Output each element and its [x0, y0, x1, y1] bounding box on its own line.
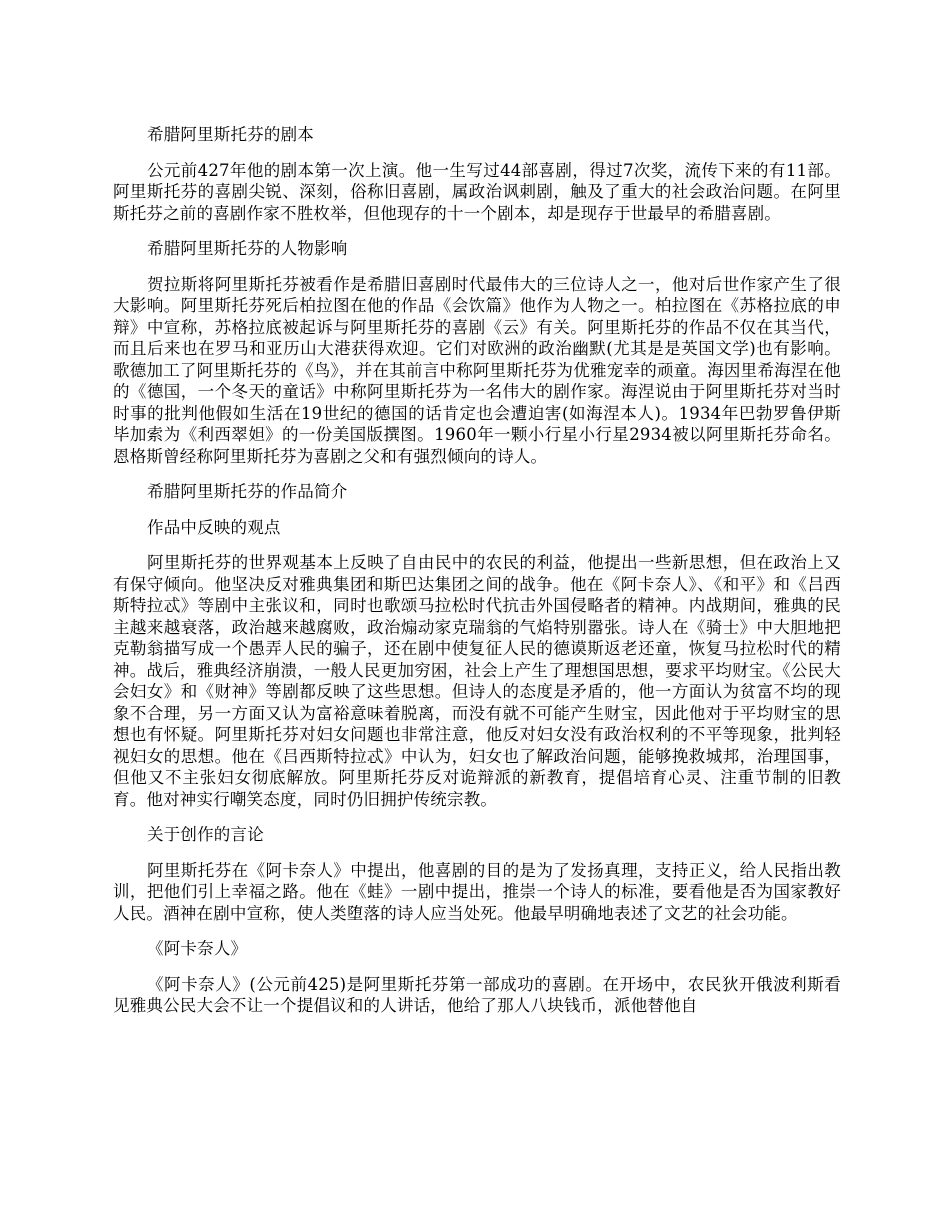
section-heading-influence: 希腊阿里斯托芬的人物影响 [147, 239, 348, 258]
section-heading-creative-remarks: 关于创作的言论 [147, 825, 264, 844]
section-heading-acharnians: 《阿卡奈人》 [147, 939, 248, 958]
paragraph-viewpoints: 阿里斯托芬的世界观基本上反映了自由民中的农民的利益，他提出一些新思想，但在政治上又有保守倾向。他坚决反对雅典集团和斯巴达集团之间的战争。他在《阿卡奈人》、《和平》和《吕西斯特拉忒》等剧中主张议和，同时也歌颂马拉松时代抗击外国侵略者的精神。内战期间，雅典的民主越来越衰落，政治越来越腐败，政治煽动家克瑞翁的气焰特别嚣张。诗人在《骑士》中大胆地把克勒翁描写成一个愚弄人民的骗子，还在剧中使复征人民的德谟斯返老还童，恢复马拉松时代的精神。战后，雅典经济崩溃，一般人民更加穷困，社会上产生了理想国思想，要求平均财宝。《公民大会妇女》和《财神》等剧都反映了这些思想。但诗人的态度是矛盾的，他一方面认为贫富不均的现象不合理，另一方面又认为富裕意味着脱离，而没有就不可能产生财宝，因此他对于平均财宝的思想也有怀疑。阿里斯托芬对妇女问题也非常注意，他反对妇女没有政治权利的不平等现象，批判轻视妇女的思想。他在《吕西斯特拉忒》中认为，妇女也了解政治问题，能够挽救城邦，治理国事，但他又不主张妇女彻底解放。阿里斯托芬反对诡辩派的新教育，提倡培育心灵、注重节制的旧教育。他对神实行嘲笑态度，同时仍旧拥护传统宗教。 [113, 553, 841, 809]
paragraph-acharnians: 《阿卡奈人》(公元前425)是阿里斯托芬第一部成功的喜剧。在开场中，农民狄开俄波利斯看见雅典公民大会不让一个提倡议和的人讲话，他给了那人八块钱币，派他替他自 [113, 974, 841, 1015]
section-heading-viewpoints: 作品中反映的观点 [147, 517, 281, 537]
section-heading-works-intro: 希腊阿里斯托芬的作品简介 [147, 482, 348, 501]
paragraph-influence: 贺拉斯将阿里斯托芬被看作是希腊旧喜剧时代最伟大的三位诗人之一，他对后世作家产生了很大影响。阿里斯托芬死后柏拉图在他的作品《会饮篇》他作为人物之一。柏拉图在《苏格拉底的申辩》中宣称，苏格拉底被起诉与阿里斯托芬的喜剧《云》有关。阿里斯托芬的作品不仅在其当代，而且后来也在罗马和亚历山大港获得欢迎。它们对欧洲的政治幽默(尤其是是英国文学)也有影响。歌德加工了阿里斯托芬的《鸟》，并在其前言中称阿里斯托芬为优雅宠幸的顽童。海因里希海涅在他的《德国，一个冬天的童话》中称阿里斯托芬为一名伟大的剧作家。海涅说由于阿里斯托芬对当时时事的批判他假如生活在19世纪的德国的话肯定也会遭迫害(如海涅本人)。1934年巴勃罗鲁伊斯毕加索为《利西翠妲》的一份美国版撰图。1960年一颗小行星小行星2934被以阿里斯托芬命名。恩格斯曾经称阿里斯托芬为喜剧之父和有强烈倾向的诗人。 [113, 274, 841, 466]
document-page [113, 124, 841, 1017]
paragraph-creative-remarks: 阿里斯托芬在《阿卡奈人》中提出，他喜剧的目的是为了发扬真理，支持正义，给人民指出教训，把他们引上幸福之路。他在《蛙》一剧中提出，推崇一个诗人的标准，要看他是否为国家教好人民。酒神在剧中宣称，使人类堕落的诗人应当处死。他最早明确地表述了文艺的社会功能。 [113, 860, 841, 923]
section-heading-plays: 希腊阿里斯托芬的剧本 [147, 125, 314, 144]
paragraph-plays: 公元前427年他的剧本第一次上演。他一生写过44部喜剧，得过7次奖，流传下来的有11部。阿里斯托芬的喜剧尖锐、深刻，俗称旧喜剧，属政治讽刺剧，触及了重大的社会政治问题。在阿里斯托芬之前的喜剧作家不胜枚举，但他现存的十一个剧本，却是现存于世最早的希腊喜剧。 [113, 160, 841, 223]
